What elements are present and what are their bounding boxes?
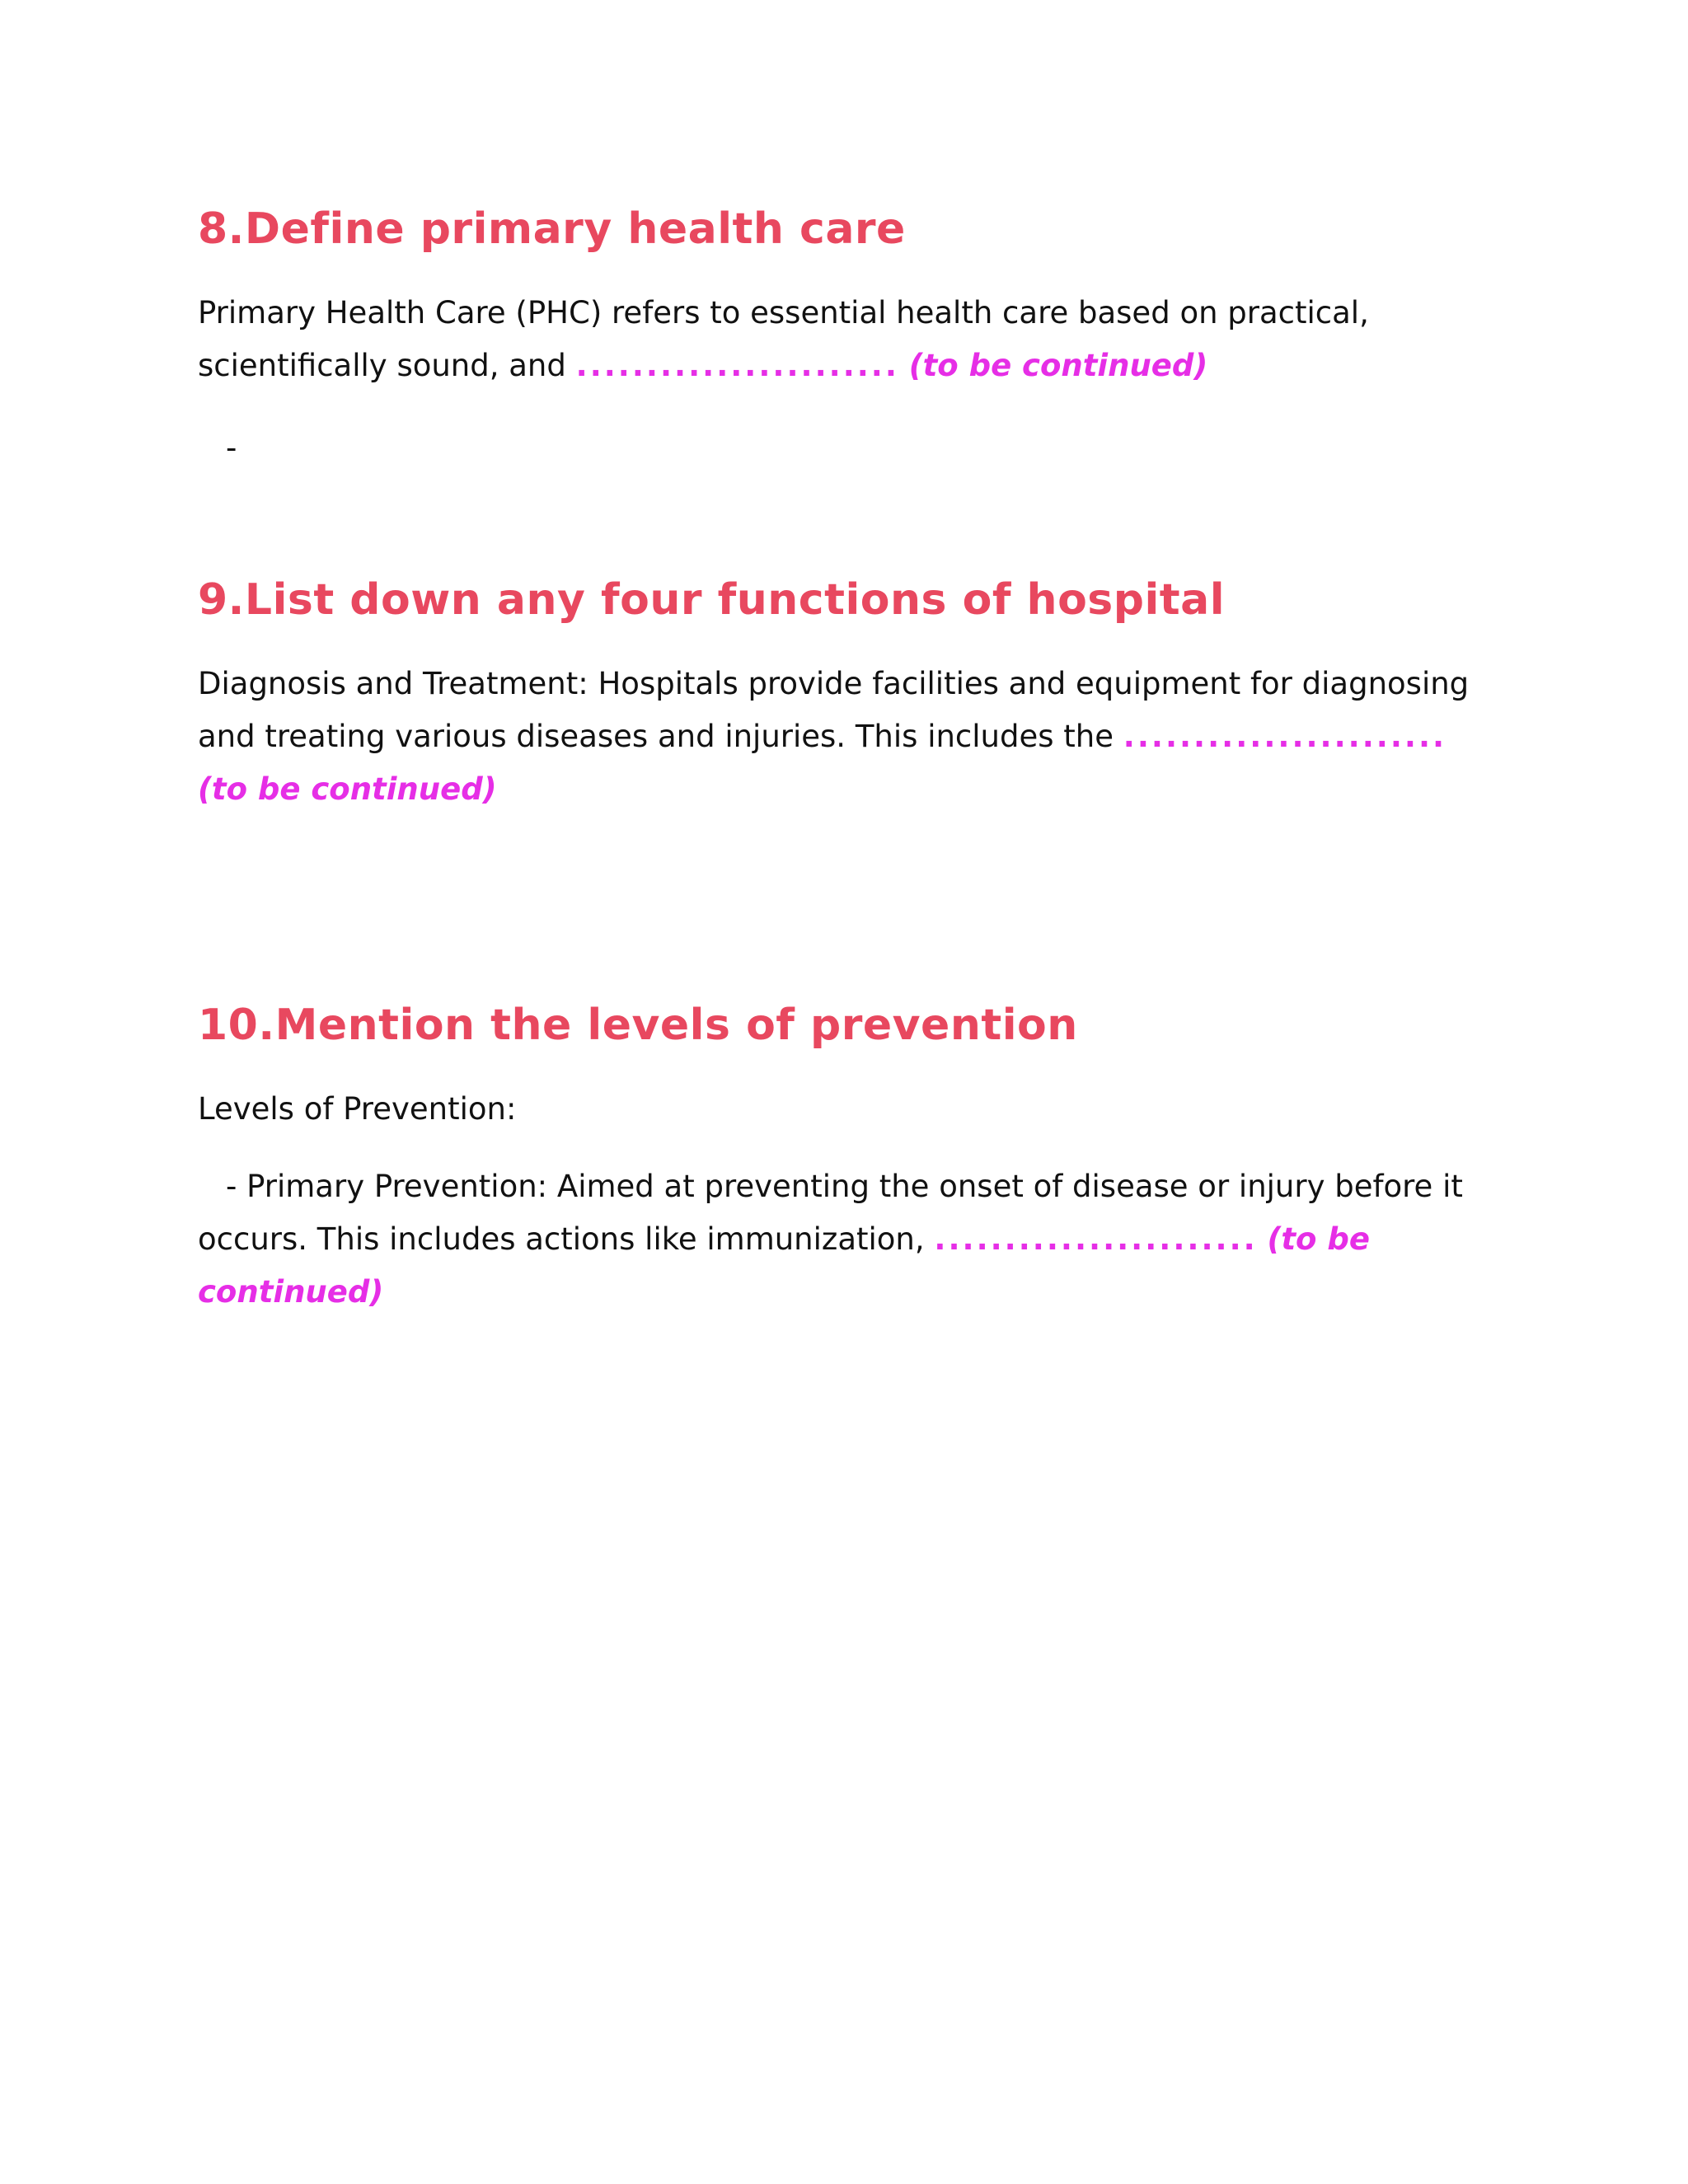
question-10-continued: (to be continued) [198,1221,1370,1310]
question-9-heading: 9.List down any four functions of hospital [198,575,1226,625]
question-8-answer-text: Primary Health Care (PHC) refers to essential health care based on practical, scientifically sound, and [198,295,1369,383]
question-10-heading: 10.Mention the levels of prevention [198,1001,1078,1050]
question-8-section [198,203,1500,392]
question-9-dots: ....................... [1123,719,1447,754]
question-9-section [198,574,1500,816]
question-9-answer [198,658,1500,816]
question-8-dash: - [226,430,237,466]
question-10-section [198,999,1500,1319]
question-8-answer [198,287,1500,392]
question-8-continued: (to be continued) [908,348,1208,383]
question-10-dots: ....................... [934,1221,1258,1257]
question-10-intro: Levels of Prevention: [198,1091,517,1127]
question-9-continued: (to be continued) [198,771,497,807]
question-8-dots: ....................... [575,348,899,383]
question-10-answer-text: - Primary Prevention: Aimed at preventing the onset of disease or injury before it occurs. This includes actions like immunization, [198,1169,1463,1257]
question-9-answer-text: Diagnosis and Treatment: Hospitals provide facilities and equipment for diagnosing and treating various diseases and injuries. This includes the [198,666,1470,754]
question-8-heading: 8.Define primary health care [198,204,906,254]
question-10-answer [198,1160,1500,1319]
